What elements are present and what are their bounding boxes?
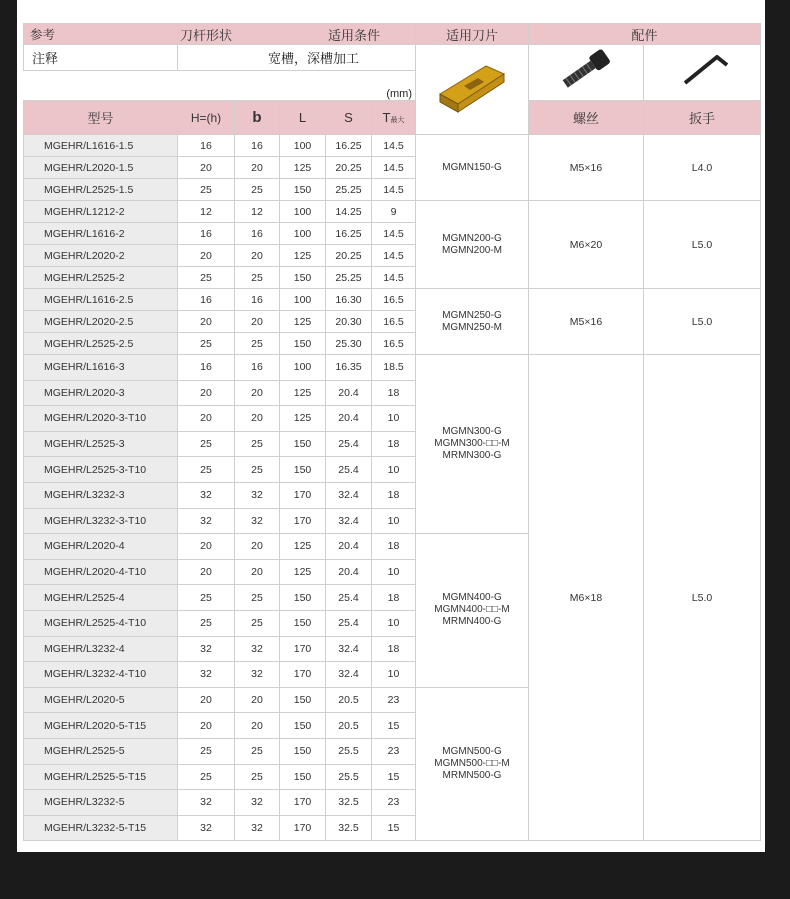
l-cell: 150 <box>280 738 326 764</box>
wrench-cell: L4.0 <box>644 135 761 201</box>
spec-table <box>23 23 761 841</box>
h-cell: 25 <box>178 333 235 355</box>
s-cell: 20.25 <box>326 245 372 267</box>
l-cell: 150 <box>280 267 326 289</box>
h-cell: 20 <box>178 245 235 267</box>
model-column-header: 型号 <box>24 101 178 135</box>
insert-image <box>416 45 529 135</box>
model-cell: MGEHR/L2020-1.5 <box>24 157 178 179</box>
l-cell: 150 <box>280 431 326 457</box>
l-cell: 170 <box>280 662 326 688</box>
t-cell: 18 <box>372 431 416 457</box>
h-cell: 32 <box>178 636 235 662</box>
b-cell: 20 <box>235 311 280 333</box>
insert-cell <box>416 687 529 841</box>
model-cell: MGEHR/L1616-2.5 <box>24 289 178 311</box>
s-cell: 16.25 <box>326 223 372 245</box>
b-cell: 12 <box>235 201 280 223</box>
screw-icon <box>551 45 621 95</box>
l-cell: 125 <box>280 380 326 406</box>
t-cell: 18 <box>372 380 416 406</box>
h-cell: 20 <box>178 687 235 713</box>
b-cell: 32 <box>235 815 280 841</box>
t-cell: 23 <box>372 738 416 764</box>
h-cell: 16 <box>178 289 235 311</box>
model-cell: MGEHR/L2525-5-T15 <box>24 764 178 790</box>
model-cell: MGEHR/L2525-4-T10 <box>24 610 178 636</box>
h-cell: 20 <box>178 559 235 585</box>
t-cell: 10 <box>372 508 416 534</box>
h-cell: 20 <box>178 713 235 739</box>
s-cell: 25.4 <box>326 431 372 457</box>
model-cell: MGEHR/L2525-1.5 <box>24 179 178 201</box>
l-cell: 150 <box>280 179 326 201</box>
t-cell: 10 <box>372 559 416 585</box>
h-cell: 16 <box>178 223 235 245</box>
b-cell: 20 <box>235 406 280 432</box>
s-cell: 32.4 <box>326 636 372 662</box>
insert-model: MGMN250-M <box>441 321 502 333</box>
b-cell: 25 <box>235 267 280 289</box>
screw-cell: M6×20 <box>529 201 644 289</box>
model-cell: MGEHR/L3232-3-T10 <box>24 508 178 534</box>
l-cell: 100 <box>280 289 326 311</box>
wrench-image <box>644 45 761 101</box>
b-cell: 32 <box>235 508 280 534</box>
t-cell: 10 <box>372 610 416 636</box>
model-cell: MGEHR/L1616-3 <box>24 355 178 381</box>
model-cell: MGEHR/L1616-2 <box>24 223 178 245</box>
s-cell: 25.4 <box>326 585 372 611</box>
t-cell: 18.5 <box>372 355 416 381</box>
insert-model: MGMN400-□□-M <box>434 604 510 616</box>
b-cell: 20 <box>235 380 280 406</box>
b-cell: 25 <box>235 179 280 201</box>
t-cell: 16.5 <box>372 333 416 355</box>
model-cell: MGEHR/L2525-2.5 <box>24 333 178 355</box>
b-cell: 25 <box>235 738 280 764</box>
t-cell: 18 <box>372 636 416 662</box>
s-cell: 32.5 <box>326 790 372 816</box>
wrench-column-header: 扳手 <box>644 101 761 135</box>
insert-model: MGMN150-G <box>442 161 502 173</box>
screw-cell: M6×18 <box>529 355 644 841</box>
s-cell: 25.5 <box>326 764 372 790</box>
s-cell: 20.5 <box>326 687 372 713</box>
h-cell: 25 <box>178 431 235 457</box>
h-cell: 16 <box>178 135 235 157</box>
insert-model: MGMN500-□□-M <box>434 758 510 769</box>
h-cell: 32 <box>178 482 235 508</box>
t-cell: 23 <box>372 687 416 713</box>
l-cell: 150 <box>280 457 326 483</box>
model-cell: MGEHR/L2020-2 <box>24 245 178 267</box>
t-subscript: 最大 <box>390 117 405 124</box>
insert-cell <box>416 534 529 688</box>
model-cell: MGEHR/L3232-4-T10 <box>24 662 178 688</box>
s-cell: 20.25 <box>326 157 372 179</box>
l-cell: 125 <box>280 406 326 432</box>
l-cell: 125 <box>280 311 326 333</box>
h-cell: 20 <box>178 380 235 406</box>
l-cell: 150 <box>280 585 326 611</box>
s-cell: 14.25 <box>326 201 372 223</box>
model-cell: MGEHR/L2525-3-T10 <box>24 457 178 483</box>
s-cell: 25.4 <box>326 610 372 636</box>
t-cell: 10 <box>372 662 416 688</box>
b-cell: 25 <box>235 431 280 457</box>
s-cell: 25.30 <box>326 333 372 355</box>
note-label: 注释 <box>24 45 178 71</box>
insert-model: MGMN500-G <box>442 746 502 757</box>
b-cell: 20 <box>235 559 280 585</box>
insert-model: MGMN200-G <box>442 232 502 244</box>
l-cell: 100 <box>280 355 326 381</box>
s-cell: 20.4 <box>326 534 372 560</box>
b-cell: 25 <box>235 333 280 355</box>
b-cell: 32 <box>235 662 280 688</box>
table-row <box>24 289 761 311</box>
l-cell: 100 <box>280 135 326 157</box>
b-cell: 16 <box>235 289 280 311</box>
t-label: T <box>382 110 391 125</box>
h-cell: 25 <box>178 267 235 289</box>
l-cell: 125 <box>280 157 326 179</box>
s-cell: 16.30 <box>326 289 372 311</box>
wrench-cell: L5.0 <box>644 355 761 841</box>
s-cell: 32.5 <box>326 815 372 841</box>
holder-shape-header: 刀杆形状 <box>178 24 326 45</box>
t-cell: 14.5 <box>372 179 416 201</box>
b-cell: 25 <box>235 764 280 790</box>
t-cell: 15 <box>372 815 416 841</box>
h-cell: 32 <box>178 508 235 534</box>
b-cell: 16 <box>235 355 280 381</box>
model-cell: MGEHR/L2020-3 <box>24 380 178 406</box>
b-cell: 20 <box>235 157 280 179</box>
model-cell: MGEHR/L3232-4 <box>24 636 178 662</box>
b-cell: 25 <box>235 585 280 611</box>
model-cell: MGEHR/L3232-3 <box>24 482 178 508</box>
t-cell: 9 <box>372 201 416 223</box>
model-cell: MGEHR/L2020-5-T15 <box>24 713 178 739</box>
ref-header: 参考 <box>24 24 178 45</box>
screw-cell: M5×16 <box>529 135 644 201</box>
h-cell: 32 <box>178 815 235 841</box>
s-cell: 20.4 <box>326 559 372 585</box>
model-cell: MGEHR/L1212-2 <box>24 201 178 223</box>
t-cell: 14.5 <box>372 135 416 157</box>
insert-icon <box>434 54 510 120</box>
h-cell: 25 <box>178 738 235 764</box>
model-cell: MGEHR/L2525-5 <box>24 738 178 764</box>
l-cell: 150 <box>280 764 326 790</box>
insert-cell <box>416 135 529 201</box>
insert-cell <box>416 355 529 534</box>
b-column-header: b <box>235 101 280 135</box>
l-cell: 100 <box>280 223 326 245</box>
model-cell: MGEHR/L2020-3-T10 <box>24 406 178 432</box>
l-cell: 170 <box>280 790 326 816</box>
h-cell: 32 <box>178 790 235 816</box>
wrench-icon <box>667 45 737 95</box>
s-cell: 20.30 <box>326 311 372 333</box>
unit-label: (mm) <box>24 71 416 101</box>
h-column-header: H=(h) <box>178 101 235 135</box>
model-cell: MGEHR/L2525-3 <box>24 431 178 457</box>
t-cell: 14.5 <box>372 245 416 267</box>
model-cell: MGEHR/L3232-5-T15 <box>24 815 178 841</box>
b-cell: 20 <box>235 713 280 739</box>
wrench-cell: L5.0 <box>644 289 761 355</box>
t-cell: 18 <box>372 585 416 611</box>
b-cell: 32 <box>235 482 280 508</box>
model-cell: MGEHR/L2020-5 <box>24 687 178 713</box>
l-cell: 125 <box>280 559 326 585</box>
wrench-cell: L5.0 <box>644 201 761 289</box>
h-cell: 20 <box>178 157 235 179</box>
s-column-header: S <box>326 101 372 135</box>
t-cell: 16.5 <box>372 289 416 311</box>
t-cell: 15 <box>372 713 416 739</box>
h-cell: 20 <box>178 534 235 560</box>
table-row <box>24 135 761 157</box>
h-cell: 20 <box>178 406 235 432</box>
l-cell: 125 <box>280 534 326 560</box>
b-cell: 32 <box>235 790 280 816</box>
h-cell: 20 <box>178 311 235 333</box>
model-cell: MGEHR/L2020-4 <box>24 534 178 560</box>
s-cell: 20.5 <box>326 713 372 739</box>
l-cell: 150 <box>280 713 326 739</box>
s-cell: 32.4 <box>326 508 372 534</box>
l-cell: 150 <box>280 687 326 713</box>
s-cell: 25.5 <box>326 738 372 764</box>
t-cell: 15 <box>372 764 416 790</box>
l-cell: 100 <box>280 201 326 223</box>
insert-model: MGMN300-G <box>442 426 502 438</box>
spec-sheet <box>17 0 765 852</box>
insert-header: 适用刀片 <box>416 24 529 45</box>
l-cell: 170 <box>280 636 326 662</box>
l-cell: 170 <box>280 482 326 508</box>
model-cell: MGEHR/L2020-4-T10 <box>24 559 178 585</box>
h-cell: 25 <box>178 457 235 483</box>
b-cell: 20 <box>235 245 280 267</box>
b-cell: 25 <box>235 457 280 483</box>
insert-model: MRMN500-G <box>442 770 502 781</box>
screw-column-header: 螺丝 <box>529 101 644 135</box>
conditions-header: 适用条件 <box>326 24 416 45</box>
condition-value: 宽槽，深槽加工 <box>178 45 416 71</box>
insert-cell <box>416 289 529 355</box>
b-cell: 20 <box>235 687 280 713</box>
t-cell: 23 <box>372 790 416 816</box>
model-cell: MGEHR/L1616-1.5 <box>24 135 178 157</box>
b-cell: 16 <box>235 223 280 245</box>
l-cell: 125 <box>280 245 326 267</box>
t-cell: 18 <box>372 482 416 508</box>
insert-model: MGMN200-M <box>441 244 502 256</box>
s-cell: 16.25 <box>326 135 372 157</box>
h-cell: 32 <box>178 662 235 688</box>
insert-model: MRMN300-G <box>442 450 502 462</box>
b-cell: 32 <box>235 636 280 662</box>
l-cell: 150 <box>280 610 326 636</box>
t-column-header <box>372 101 416 135</box>
s-cell: 20.4 <box>326 406 372 432</box>
b-cell: 16 <box>235 135 280 157</box>
insert-model: MRMN400-G <box>442 616 502 628</box>
t-cell: 14.5 <box>372 157 416 179</box>
insert-model: MGMN300-□□-M <box>434 438 510 450</box>
h-cell: 25 <box>178 610 235 636</box>
b-cell: 20 <box>235 534 280 560</box>
s-cell: 32.4 <box>326 662 372 688</box>
screw-image <box>529 45 644 101</box>
insert-model: MGMN250-G <box>442 309 502 321</box>
table-row <box>24 355 761 381</box>
t-cell: 16.5 <box>372 311 416 333</box>
s-cell: 25.25 <box>326 267 372 289</box>
l-cell: 150 <box>280 333 326 355</box>
s-cell: 32.4 <box>326 482 372 508</box>
h-cell: 12 <box>178 201 235 223</box>
insert-model: MGMN400-G <box>442 592 502 604</box>
t-cell: 10 <box>372 457 416 483</box>
t-cell: 14.5 <box>372 223 416 245</box>
l-cell: 170 <box>280 508 326 534</box>
h-cell: 25 <box>178 764 235 790</box>
insert-cell <box>416 201 529 289</box>
accessories-header: 配件 <box>529 24 761 45</box>
model-cell: MGEHR/L2525-4 <box>24 585 178 611</box>
model-cell: MGEHR/L3232-5 <box>24 790 178 816</box>
h-cell: 25 <box>178 179 235 201</box>
s-cell: 25.4 <box>326 457 372 483</box>
h-cell: 25 <box>178 585 235 611</box>
t-cell: 18 <box>372 534 416 560</box>
l-column-header: L <box>280 101 326 135</box>
s-cell: 25.25 <box>326 179 372 201</box>
h-cell: 16 <box>178 355 235 381</box>
t-cell: 14.5 <box>372 267 416 289</box>
screw-cell: M5×16 <box>529 289 644 355</box>
s-cell: 20.4 <box>326 380 372 406</box>
model-cell: MGEHR/L2020-2.5 <box>24 311 178 333</box>
s-cell: 16.35 <box>326 355 372 381</box>
t-cell: 10 <box>372 406 416 432</box>
b-cell: 25 <box>235 610 280 636</box>
table-row <box>24 201 761 223</box>
model-cell: MGEHR/L2525-2 <box>24 267 178 289</box>
l-cell: 170 <box>280 815 326 841</box>
